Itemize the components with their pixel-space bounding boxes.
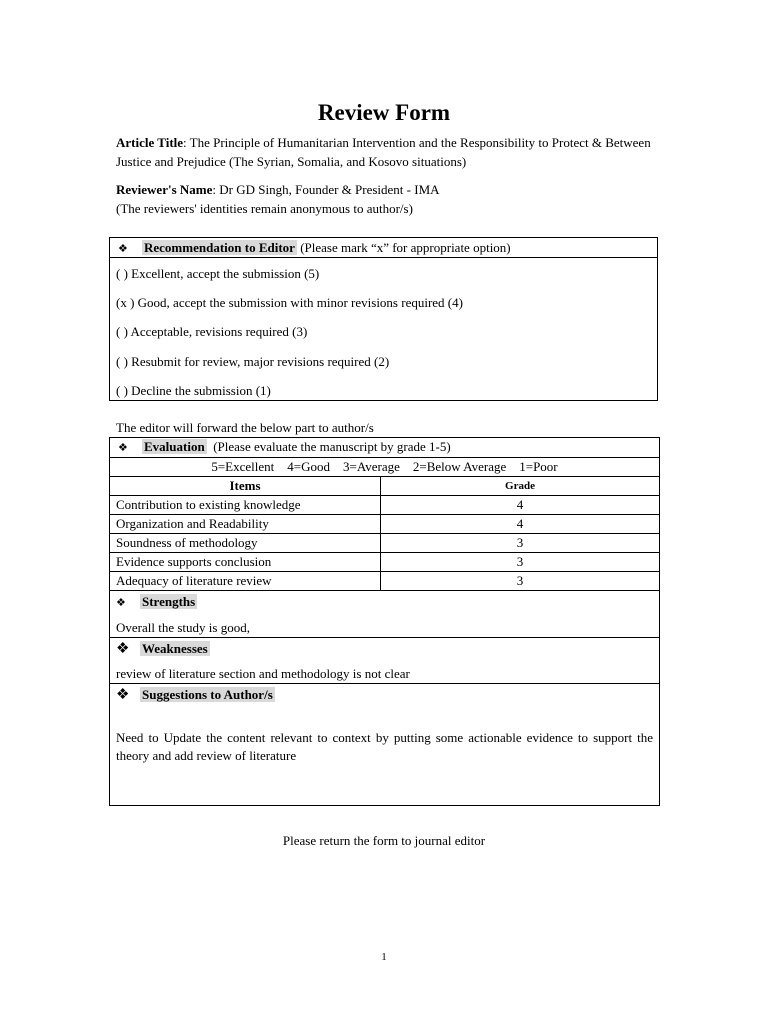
diamond-bullet-icon: ❖ [116,641,130,657]
item-cell: Contribution to existing knowledge [110,496,381,515]
weaknesses-text: review of literature section and methodology is not clear [116,666,410,681]
reviewer-name-label: Reviewer's Name [116,182,213,197]
table-row [110,534,660,553]
item-cell: Soundness of methodology [110,534,381,553]
grade-cell: 3 [381,553,660,572]
diamond-bullet-icon: ❖ [116,687,130,703]
strengths-text: Overall the study is good, [116,620,250,635]
strengths-row [110,591,660,638]
table-row [110,496,660,515]
recommendation-option-excellent: ( ) Excellent, accept the submission (5) [116,266,320,281]
grade-cell: 3 [381,534,660,553]
reviewer-anonymity-note: (The reviewers' identities remain anonymous to author/s) [116,201,413,216]
weaknesses-heading: Weaknesses [142,641,208,656]
grade-scale-row [110,458,660,477]
recommendation-instruction: (Please mark “x” for appropriate option) [296,240,511,255]
strengths-section [110,591,660,638]
strengths-heading: Strengths [142,594,196,609]
grade-column-header: Grade [381,477,660,496]
grade-cell: 4 [381,496,660,515]
diamond-bullet-icon: ❖ [118,243,128,255]
item-cell: Organization and Readability [110,515,381,534]
forward-note: The editor will forward the below part to author/s [116,420,374,435]
evaluation-instruction: (Please evaluate the manuscript by grade 1-5) [206,439,451,454]
item-cell: Evidence supports conclusion [110,553,381,572]
grade-cell: 3 [381,572,660,591]
item-cell: Adequacy of literature review [110,572,381,591]
return-form-note: Please return the form to journal editor [282,833,486,848]
table-row [110,515,660,534]
article-title-block [116,133,656,171]
reviewer-block [116,180,656,218]
recommendation-option-acceptable: ( ) Acceptable, revisions required (3) [116,324,308,339]
suggestions-section [110,684,660,806]
article-title-text: : The Principle of Humanitarian Intervention and the Responsibility to Protect & Between Justice and Prejudice (The Syrian, Somalia, and Kosovo situations) [116,135,651,169]
reviewer-name-text: : Dr GD Singh, Founder & President - IMA [212,182,440,197]
recommendation-box [109,237,658,401]
evaluation-heading: Evaluation [144,439,205,454]
recommendation-option-resubmit: ( ) Resubmit for review, major revisions required (2) [116,354,390,369]
evaluation-column-headers [110,477,660,496]
recommendation-heading: Recommendation to Editor [144,240,295,255]
page-title: Review Form [317,100,451,125]
page-number: 1 [381,951,387,963]
recommendation-option-good: (x ) Good, accept the submission with minor revisions required (4) [116,295,463,310]
article-title-label: Article Title [116,135,184,150]
diamond-bullet-icon: ❖ [116,597,126,609]
grade-cell: 4 [381,515,660,534]
weaknesses-section [110,638,660,684]
suggestions-heading: Suggestions to Author/s [142,687,273,702]
evaluation-table [109,437,660,806]
diamond-bullet-icon: ❖ [118,442,128,454]
table-row [110,572,660,591]
recommendation-option-decline: ( ) Decline the submission (1) [116,383,271,398]
weaknesses-row [110,638,660,684]
suggestions-row [110,684,660,806]
suggestions-text: Need to Update the content relevant to context by putting some actionable evidence to support the theory and add review of literature [116,730,653,763]
items-column-header: Items [110,477,381,496]
grade-scale: 5=Excellent 4=Good 3=Average 2=Below Average 1=Poor [110,458,660,477]
table-row [110,553,660,572]
evaluation-header [110,438,660,458]
recommendation-header [110,238,657,258]
evaluation-header-row [110,438,660,458]
